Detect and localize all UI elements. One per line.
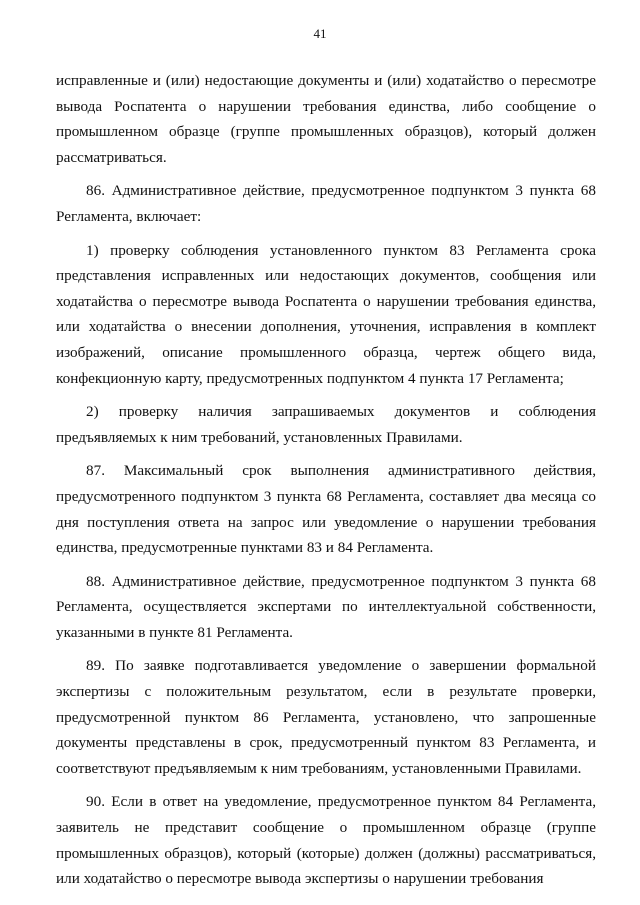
paragraph: исправленные и (или) недостающие документы и (или) ходатайство о пересмотре вывода Роспатента о нарушении требования единства, либо сообщение о промышленном образце (группе промышленных образцов), который должен рассматриваться. bbox=[56, 72, 596, 166]
paragraph: 89. По заявке подготавливается уведомление о завершении формальной экспертизы с положительным результатом, если в результате проверки, предусмотренной пунктом 86 Регламента, установлено, что запрошенные документы представлены в срок, предусмотренный пунктом 83 Регламента, и соответствуют предъявляемым к ним требованиям, установленными Правилами. bbox=[56, 657, 596, 777]
paragraph: 1) проверку соблюдения установленного пунктом 83 Регламента срока представления исправленных или недостающих документов, сообщения или ходатайства о пересмотре вывода Роспатента о нарушении требования единства, или ходатайства о внесении дополнения, уточнения, исправления в комплект изображений, описание промышленного образца, чертеж общего вида, конфекционную карту, предусмотренных подпунктом 4 пункта 17 Регламента; bbox=[56, 241, 596, 387]
paragraph: 90. Если в ответ на уведомление, предусмотренное пунктом 84 Регламента, заявитель не представит сообщение о промышленном образце (группе промышленных образцов), который (которые) должен (должны) рассматриваться, или ходатайство о пересмотре вывода экспертизы о нарушении требования bbox=[56, 793, 596, 888]
paragraph: 88. Административное действие, предусмотренное подпунктом 3 пункта 68 Регламента, осуществляется экспертами по интеллектуальной собственности, указанными в пункте 81 Регламента. bbox=[56, 572, 596, 641]
document-body bbox=[56, 68, 596, 900]
paragraph: 2) проверку наличия запрашиваемых документов и соблюдения предъявляемых к ним требований, установленных Правилами. bbox=[56, 403, 596, 446]
paragraph: 87. Максимальный срок выполнения административного действия, предусмотренного подпунктом 3 пункта 68 Регламента, составляет два месяца со дня поступления ответа на запрос или уведомление о нарушении требования единства, предусмотренные пунктами 83 и 84 Регламента. bbox=[56, 462, 596, 557]
paragraph: 86. Административное действие, предусмотренное подпунктом 3 пункта 68 Регламента, включает: bbox=[56, 182, 596, 225]
page-number: 41 bbox=[313, 26, 327, 41]
